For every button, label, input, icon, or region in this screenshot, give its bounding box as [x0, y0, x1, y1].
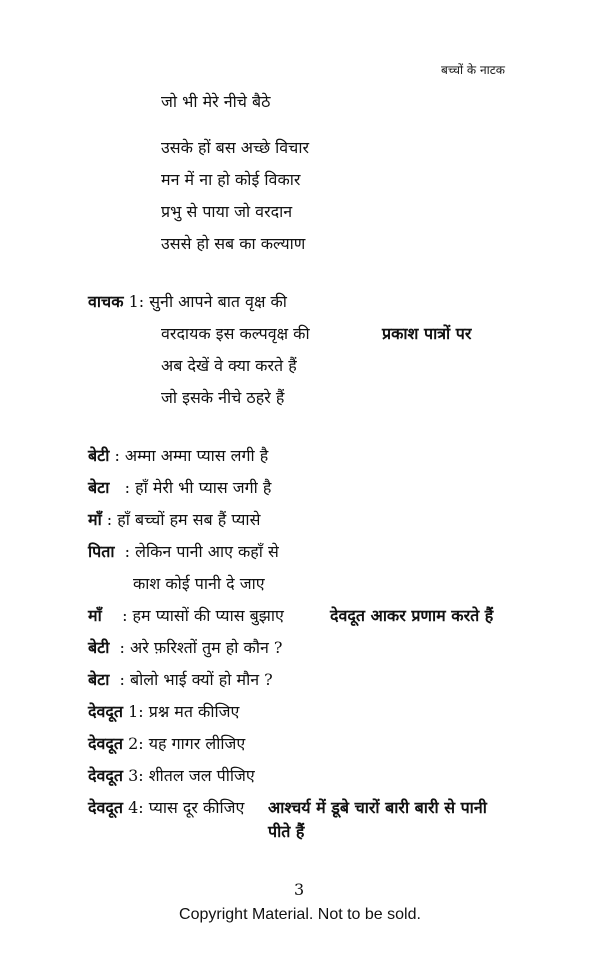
- dialogue-line: [88, 542, 279, 562]
- speaker-name: बेटा: [88, 478, 110, 497]
- dialogue-text: : अम्मा अम्मा प्यास लगी है: [109, 446, 269, 465]
- poem-line-2: उसके हों बस अच्छे विचार: [161, 138, 310, 157]
- dialogue-text: 1: प्रश्न मत कीजिए: [123, 702, 240, 721]
- stage-direction: प्रकाश पात्रों पर: [382, 324, 472, 343]
- dialogue-text: : हाँ बच्चों हम सब हैं प्यासे: [101, 510, 261, 529]
- dialogue-text: 3: शीतल जल पीजिए: [123, 766, 255, 785]
- speaker-name: माँ: [88, 510, 102, 529]
- speaker-name: वाचक: [88, 292, 124, 311]
- speaker-name: पिता: [88, 542, 115, 561]
- poem-line-4: प्रभु से पाया जो वरदान: [161, 202, 293, 221]
- narrator-line-1: [88, 292, 287, 312]
- speaker-name: बेटी: [88, 446, 110, 465]
- narrator-line-2: वरदायक इस कल्पवृक्ष की: [161, 324, 310, 343]
- speaker-name: देवदूत: [88, 798, 124, 817]
- running-header: बच्चों के नाटक: [441, 63, 505, 77]
- speaker-name: देवदूत: [88, 766, 124, 785]
- stage-direction: देवदूत आकर प्रणाम करते हैं: [330, 606, 494, 625]
- copyright-notice: Copyright Material. Not to be sold.: [179, 906, 421, 923]
- dialogue-line: [88, 606, 284, 626]
- narrator-line-3: अब देखें वे क्या करते हैं: [161, 356, 297, 375]
- stage-direction: पीते हैं: [268, 822, 305, 841]
- narrator-line-4: जो इसके नीचे ठहरे हैं: [161, 388, 285, 407]
- speaker-name: माँ: [88, 606, 102, 625]
- dialogue-text: 2: यह गागर लीजिए: [123, 734, 246, 753]
- dialogue-line: [88, 478, 271, 498]
- dialogue-text: 1: सुनी आपने बात वृक्ष की: [123, 292, 287, 311]
- dialogue-text: : हाँ मेरी भी प्यास जगी है: [109, 478, 272, 497]
- speaker-name: देवदूत: [88, 734, 124, 753]
- dialogue-line: [88, 766, 255, 786]
- dialogue-text: : अरे फ़रिश्तों तुम हो कौन ?: [109, 638, 283, 657]
- stage-direction: आश्चर्य में डूबे चारों बारी बारी से पानी: [268, 798, 487, 817]
- dialogue-line: [88, 510, 260, 530]
- poem-line-3: मन में ना हो कोई विकार: [161, 170, 301, 189]
- page-number: 3: [294, 880, 305, 899]
- poem-line-1: जो भी मेरे नीचे बैठे: [161, 92, 271, 111]
- speaker-name: देवदूत: [88, 702, 124, 721]
- dialogue-line: [88, 638, 283, 658]
- dialogue-text: : बोलो भाई क्यों हो मौन ?: [109, 670, 273, 689]
- poem-line-5: उससे हो सब का कल्याण: [161, 234, 306, 253]
- dialogue-line: [88, 670, 273, 690]
- dialogue-line: [88, 702, 239, 722]
- speaker-name: बेटा: [88, 670, 110, 689]
- speaker-name: बेटी: [88, 638, 110, 657]
- dialogue-text: : हम प्यासों की प्यास बुझाए: [101, 606, 284, 625]
- dialogue-continuation: काश कोई पानी दे जाए: [133, 574, 265, 593]
- dialogue-line: [88, 734, 245, 754]
- dialogue-text: : लेकिन पानी आए कहाँ से: [114, 542, 279, 561]
- dialogue-line: [88, 446, 268, 466]
- dialogue-text: 4: प्यास दूर कीजिए: [123, 798, 245, 817]
- dialogue-line: [88, 798, 244, 818]
